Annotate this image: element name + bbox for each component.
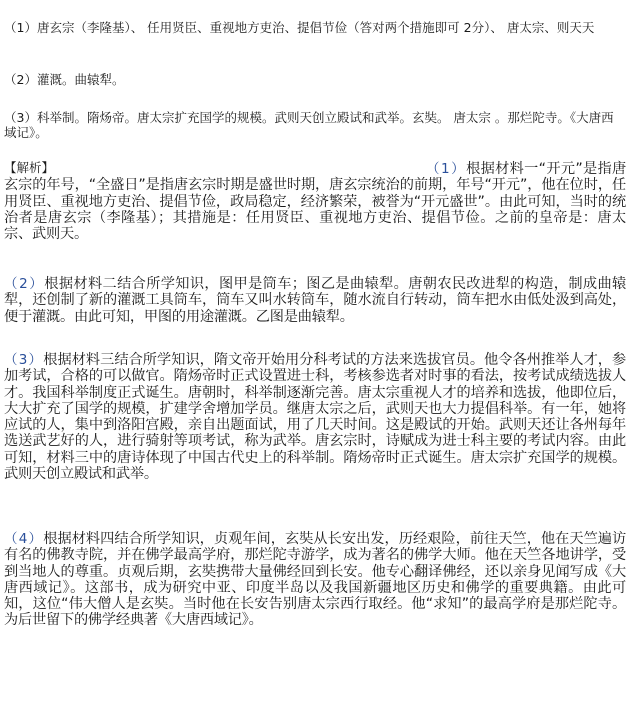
- answer-1: （1）唐玄宗（李隆基）、 任用贤臣、重视地方吏治、提倡节俭（答对两个措施即可 2分）、 唐太宗、则天天: [4, 20, 595, 35]
- paragraph-number: （4）: [4, 531, 44, 547]
- analysis-paragraph-3: [4, 352, 626, 482]
- paragraph-number: （1）: [426, 161, 467, 177]
- analysis-paragraph-1: [4, 161, 626, 242]
- answer-2: （2）灌溉。曲辕犁。: [4, 72, 125, 87]
- analysis-paragraph-4: [4, 531, 626, 629]
- paragraph-number: （2）: [4, 276, 45, 292]
- paragraph-text: 根据材料三结合所学知识，隋文帝开始用分科考试的方法来选拔官员。他令各州推举人才，参加考试，合格的可以做官。隋炀帝时正式设置进士科，考核参选者对时事的看法，按考试成绩选拔人才。我国科举制度正式诞生。唐朝时，科举制逐渐完善。唐太宗重视人才的培养和选拔，他即位后，大大扩充了国学的规模，扩建学舍增加学员。继唐太宗之后，武则天也大力提倡科举。有一年，她将应试的人，集中到洛阳宫殿，亲自出题面试，用了几天时间。这是殿试的开始。武则天还让各州每年选送武艺好的人，进行骑射等项考试，称为武举。唐玄宗时，诗赋成为进士科主要的考试内容。由此可知，材料三中的唐诗体现了中国古代史上的科举制。隋炀帝时正式诞生。唐太宗扩充国学的规模。武则天创立殿试和武举。: [4, 352, 626, 483]
- paragraph-text: 根据材料四结合所学知识，贞观年间，玄奘从长安出发，历经艰险，前往天竺，他在天竺遍访有名的佛教寺院，并在佛学最高学府，那烂陀寺游学，成为著名的佛学大师。他在天竺各地讲学，受到当地人的尊重。贞观后期，玄奘携带大量佛经回到长安。他专心翻译佛经，还以亲身见闻写成《大唐西域记》。这部书，成为研究中亚、印度半岛以及我国新疆地区历史和佛学的重要典籍。由此可知，这位“伟大僧人是玄奘。当时他在长安告别唐太宗西行取经。他“求知”的最高学府是那烂陀寺。为后世留下的佛学经典著《大唐西域记》。: [4, 531, 626, 629]
- paragraph-text: 根据材料二结合所学知识，图甲是筒车；图乙是曲辕犁。唐朝农民改进犁的构造，制成曲辕犁，还创制了新的灌溉工具筒车，筒车又叫水转筒车，随水流自行转动，筒车把水由低处汲到高处，便于灌溉。由此可知，甲图的用途灌溉。乙图是曲辕犁。: [4, 276, 626, 325]
- paragraph-text: 根据材料一“开元”是指唐玄宗的年号，“全盛日”是指唐玄宗时期是盛世时期，唐玄宗统治的前期，年号“开元”，他在位时，任用贤臣、重视地方吏治、提倡节俭，政局稳定，经济繁荣，被誉为“开元盛世”。由此可知，当时的统治者是唐玄宗（李隆基）；其措施是：任用贤臣、重视地方吏治、提倡节俭。之前的皇帝是：唐太宗、武则天。: [4, 161, 626, 243]
- paragraph-number: （3）: [4, 352, 44, 368]
- analysis-paragraph-2: [4, 276, 626, 325]
- analysis-label: 【解析】: [4, 160, 55, 175]
- answer-3: （3）科举制。隋炀帝。唐太宗扩充国学的规模。武则天创立殿试和武举。玄奘。 唐太宗 。那烂陀寺。《大唐西域记》。: [4, 110, 614, 140]
